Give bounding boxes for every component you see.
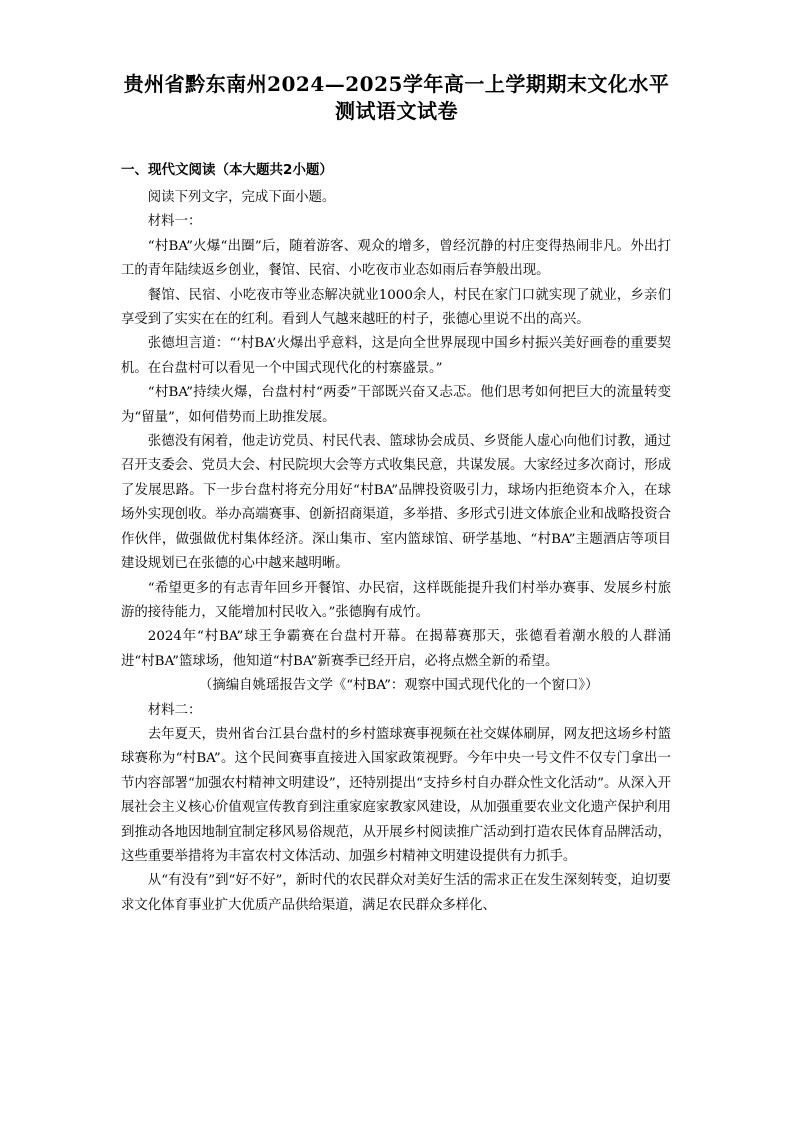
material-2-paragraph: 去年夏天，贵州省台江县台盘村的乡村篮球赛事视频在社交媒体刷屏，网友把这场乡村篮球赛称为“村BA”。这个民间赛事直接进入国家政策视野。今年中央一号文件不仅专门拿出一节内容部署“加强农村精神文明建设”，还特别提出“支持乡村自办群众性文化活动”。从深入开展社会主义核心价值观宣传教育到注重家庭家教家风建设，从加强重要农业文化遗产保护利用到推动各地因地制宜制定移风易俗规范，从开展乡村阅读推广活动到打造农民体育品牌活动，这些重要举措将为丰富农村文体活动、加强乡村精神文明建设提供有力抓手。 bbox=[121, 726, 671, 864]
instruction-text: 阅读下列文字，完成下面小题。 bbox=[147, 190, 336, 205]
material-2-paragraph: 从“有没有”到“好不好”，新时代的农民群众对美好生活的需求正在发生深刻转变，迫切要求文化体育事业扩大优质产品供给渠道，满足农民群众多样化、 bbox=[121, 873, 671, 913]
document-title-line-1: 贵州省黔东南州2024—2025学年高一上学期期末文化水平 bbox=[123, 72, 670, 96]
material-1-paragraph: “希望更多的有志青年回乡开餐馆、办民宿，这样既能提升我们村举办赛事、发展乡村旅游的接待能力，又能增加村民收入。”张德胸有成竹。 bbox=[121, 580, 671, 620]
material-1-paragraph: “村BA”持续火爆，台盘村村“两委”干部既兴奋又忐忑。他们思考如何把巨大的流量转变为“留量”，如何借势而上助推发展。 bbox=[121, 385, 671, 425]
document-title-line-2: 测试语文试卷 bbox=[335, 99, 458, 123]
material-1-source: （摘编自姚瑶报告文学《“村BA”：观察中国式现代化的一个窗口》） bbox=[199, 678, 599, 694]
material-1-paragraph: 2024年“村BA”球王争霸赛在台盘村开幕。在揭幕赛那天，张德看着潮水般的人群涌进“村BA”篮球场，他知道“村BA”新赛季已经开启，必将点燃全新的希望。 bbox=[121, 629, 671, 669]
material-1-label: 材料一： bbox=[147, 214, 202, 230]
material-1-paragraph: “村BA”火爆“出圈”后，随着游客、观众的增多，曾经沉静的村庄变得热闹非凡。外出打工的青年陆续返乡创业，餐馆、民宿、小吃夜市业态如雨后春笋般出现。 bbox=[121, 238, 671, 279]
material-1-paragraph: 张德没有闲着，他走访党员、村民代表、篮球协会成员、乡贤能人虚心向他们讨教，通过召开支委会、党员大会、村民院坝大会等方式收集民意，共谋发展。大家经过多次商讨，形成了发展思路。下一步台盘村将充分用好“村BA”品牌投资吸引力，球场内拒绝资本介入，在球场外实现创收。举办高端赛事、创新招商渠道，多举措、多形式引进文体旅企业和战略投资合作伙伴，做强做优村集体经济。深山集市、室内篮球馆、研学基地、“村BA”主题酒店等项目建设规划已在张德的心中越来越明晰。 bbox=[121, 434, 671, 572]
reading-passage bbox=[121, 186, 671, 918]
material-1-paragraph: 张德坦言道：“‘村BA’火爆出乎意料，这是向全世界展现中国乡村振兴美好画卷的重要契机。在台盘村可以看见一个中国式现代化的村寨盛景。” bbox=[121, 336, 671, 376]
section-heading: 一、现代文阅读（本大题共2小题） bbox=[121, 162, 333, 178]
material-1-paragraph: 餐馆、民宿、小吃夜市等业态解决就业1000余人，村民在家门口就实现了就业，乡亲们享受到了实实在在的红利。看到人气越来越旺的村子，张德心里说不出的高兴。 bbox=[121, 287, 671, 328]
material-2-label: 材料二： bbox=[147, 702, 202, 718]
